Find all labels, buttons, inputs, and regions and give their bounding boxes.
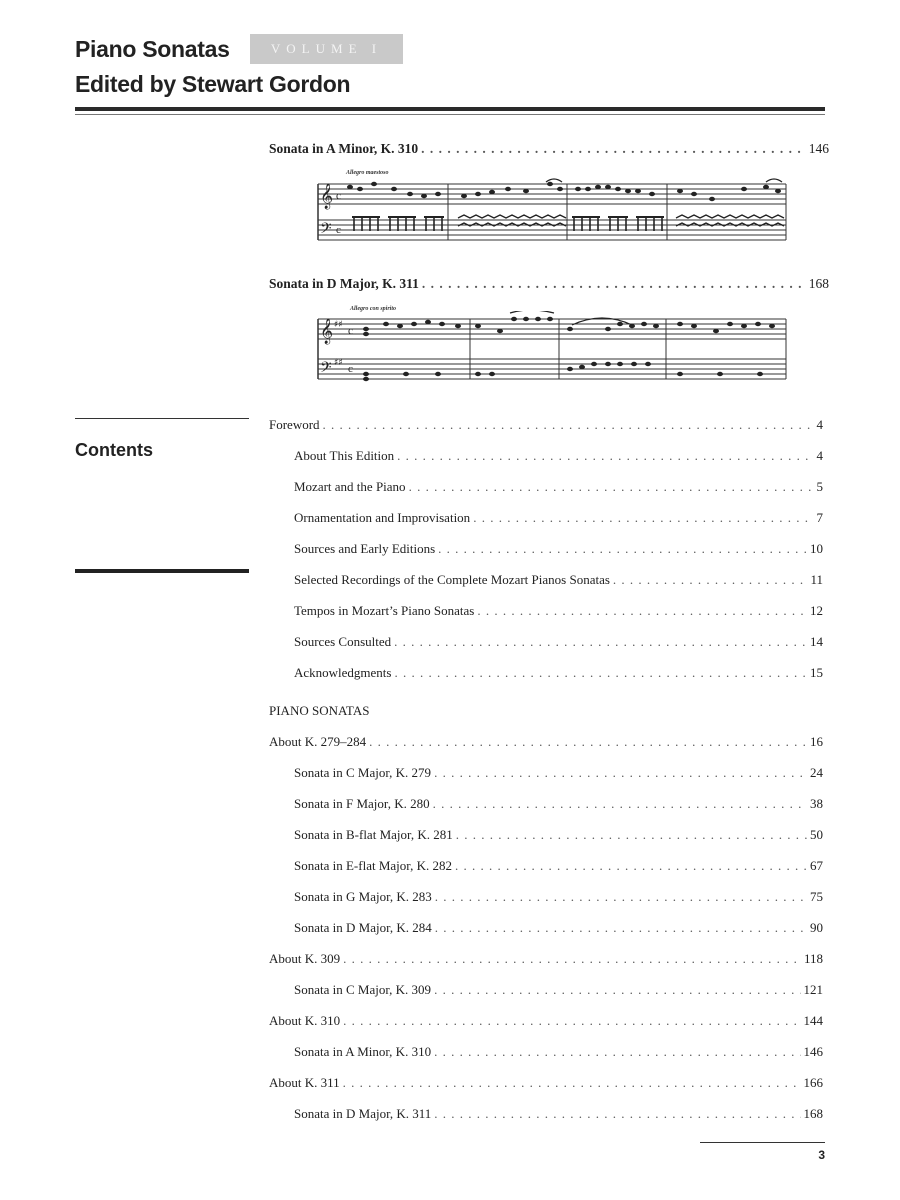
dot-leader — [397, 448, 813, 464]
featured-sonata-1-page: 146 — [808, 141, 829, 156]
dot-leader — [434, 1106, 800, 1122]
dot-leader — [455, 858, 807, 874]
svg-text:c: c — [348, 325, 353, 337]
toc-entry[interactable] — [294, 572, 823, 588]
toc-entry-title: About K. 309 — [269, 951, 341, 966]
volume-badge: VOLUME I — [250, 34, 403, 64]
toc-entry[interactable] — [269, 1013, 823, 1029]
dot-leader — [473, 510, 813, 526]
toc-entry-page: 166 — [803, 1075, 823, 1090]
toc-entry-title: Sonata in D Major, K. 311 — [294, 1106, 432, 1121]
toc-entry-page: 67 — [810, 858, 823, 873]
toc-entry-title: About K. 311 — [269, 1075, 340, 1090]
toc-entry[interactable] — [294, 479, 823, 495]
toc-entry[interactable] — [294, 765, 823, 781]
dot-leader — [422, 276, 806, 292]
toc-entry[interactable] — [294, 448, 823, 464]
sidebar-rule-bottom — [75, 569, 249, 573]
svg-text:♯♯: ♯♯ — [334, 358, 343, 368]
toc-entry[interactable] — [294, 982, 823, 998]
book-title: Piano Sonatas — [75, 36, 230, 62]
toc-entry-title: Mozart and the Piano — [294, 479, 406, 494]
toc-entry[interactable] — [294, 920, 823, 936]
toc-entry-page: 90 — [810, 920, 823, 935]
dot-leader — [456, 827, 807, 843]
svg-text:♯♯: ♯♯ — [334, 320, 343, 330]
toc-entry-title: Sonata in E-flat Major, K. 282 — [294, 858, 452, 873]
toc-entry-title: Sonata in A Minor, K. 310 — [294, 1044, 432, 1059]
toc-entry[interactable] — [269, 1075, 823, 1091]
dot-leader — [613, 572, 808, 588]
dot-leader — [343, 1075, 801, 1091]
featured-sonata-2[interactable] — [269, 276, 829, 292]
toc-entry-title: About This Edition — [294, 448, 395, 463]
dot-leader — [434, 1044, 800, 1060]
featured-sonata-1-title: Sonata in A Minor, K. 310 — [269, 141, 419, 156]
toc-entry-title: Sonata in C Major, K. 279 — [294, 765, 432, 780]
featured-sonata-2-title: Sonata in D Major, K. 311 — [269, 276, 419, 291]
dot-leader — [433, 796, 807, 812]
featured-sonata-2-page: 168 — [808, 276, 829, 291]
toc-entry-page: 5 — [816, 479, 823, 494]
toc-entry[interactable] — [294, 541, 823, 557]
toc-entry-page: 24 — [810, 765, 823, 780]
music-incipit-k311 — [314, 311, 790, 385]
toc-entry-page: 16 — [810, 734, 823, 749]
toc-entry-page: 118 — [803, 951, 823, 966]
toc-entry-title: About K. 310 — [269, 1013, 341, 1028]
toc-entry-page: 4 — [816, 417, 823, 432]
dot-leader — [438, 541, 807, 557]
toc-entry[interactable] — [294, 665, 823, 681]
dot-leader — [435, 889, 807, 905]
contents-heading: Contents — [75, 440, 153, 460]
dot-leader — [343, 1013, 800, 1029]
dot-leader — [394, 634, 807, 650]
dot-leader — [421, 141, 806, 157]
toc-entry-page: 4 — [816, 448, 823, 463]
toc-entry-title: Sonata in B-flat Major, K. 281 — [294, 827, 453, 842]
toc-entry[interactable] — [294, 603, 823, 619]
toc-entry-foreword[interactable] — [269, 417, 823, 433]
dot-leader — [434, 765, 807, 781]
dot-leader — [394, 665, 807, 681]
toc-entry[interactable] — [269, 951, 823, 967]
toc-entry-page: 15 — [810, 665, 823, 680]
dot-leader — [409, 479, 814, 495]
toc-entry-page: 146 — [803, 1044, 823, 1059]
svg-text:𝄞: 𝄞 — [320, 319, 334, 344]
toc-entry-title: Ornamentation and Improvisation — [294, 510, 471, 525]
svg-text:c: c — [348, 363, 353, 375]
toc-entry-title: Foreword — [269, 417, 320, 432]
toc-entry-page: 168 — [803, 1106, 823, 1121]
toc-entry-page: 12 — [810, 603, 823, 618]
toc-entry-page: 14 — [810, 634, 823, 649]
toc-entry-page: 7 — [816, 510, 823, 525]
dot-leader — [435, 920, 807, 936]
dot-leader — [369, 734, 807, 750]
toc-entry-page: 50 — [810, 827, 823, 842]
music-incipit-k310 — [314, 176, 790, 246]
section-heading-piano-sonatas: PIANO SONATAS — [269, 703, 370, 718]
toc-entry[interactable] — [269, 734, 823, 750]
svg-text:𝄞: 𝄞 — [320, 184, 334, 209]
toc-entry[interactable] — [294, 796, 823, 812]
toc-entry-title: Sonata in C Major, K. 309 — [294, 982, 432, 997]
footer-rule — [700, 1142, 825, 1143]
editor-line: Edited by Stewart Gordon — [75, 71, 351, 97]
toc-entry[interactable] — [294, 634, 823, 650]
toc-entry[interactable] — [294, 858, 823, 874]
toc-entry-title: Sonata in G Major, K. 283 — [294, 889, 432, 904]
svg-text:𝄢: 𝄢 — [320, 359, 332, 380]
header-rule-thick — [75, 107, 825, 111]
toc-entry-title: About K. 279–284 — [269, 734, 367, 749]
header-rule-thin — [75, 114, 825, 115]
featured-sonata-2-tempo: Allegro con spirito — [350, 306, 397, 312]
dot-leader — [477, 603, 807, 619]
featured-sonata-1[interactable] — [269, 141, 829, 157]
dot-leader — [323, 417, 814, 433]
toc-entry-page: 121 — [803, 982, 823, 997]
page-number: 3 — [818, 1148, 825, 1162]
svg-text:c: c — [336, 224, 341, 236]
svg-text:c: c — [336, 190, 341, 202]
toc-entry-page: 11 — [810, 572, 823, 587]
toc-entry[interactable] — [294, 889, 823, 905]
toc-entry-title: Sonata in D Major, K. 284 — [294, 920, 432, 935]
toc-entry[interactable] — [294, 1044, 823, 1060]
toc-entry-page: 144 — [803, 1013, 823, 1028]
toc-entry-page: 75 — [810, 889, 823, 904]
toc-entry-title: Sources Consulted — [294, 634, 392, 649]
dot-leader — [434, 982, 800, 998]
toc-entry-title: Selected Recordings of the Complete Mozart Pianos Sonatas — [294, 572, 610, 587]
dot-leader — [343, 951, 801, 967]
toc-entry-title: Sources and Early Editions — [294, 541, 436, 556]
toc-entry[interactable] — [294, 1106, 823, 1122]
toc-entry-page: 10 — [810, 541, 823, 556]
toc-entry-page: 38 — [810, 796, 823, 811]
toc-entry-title: Tempos in Mozart’s Piano Sonatas — [294, 603, 475, 618]
sidebar-rule-top — [75, 418, 249, 419]
featured-sonata-1-tempo: Allegro maestoso — [346, 170, 389, 176]
toc-entry-title: Sonata in F Major, K. 280 — [294, 796, 430, 811]
toc-entry[interactable] — [294, 510, 823, 526]
toc-entry-title: Acknowledgments — [294, 665, 392, 680]
toc-entry[interactable] — [294, 827, 823, 843]
svg-text:𝄢: 𝄢 — [320, 220, 332, 241]
